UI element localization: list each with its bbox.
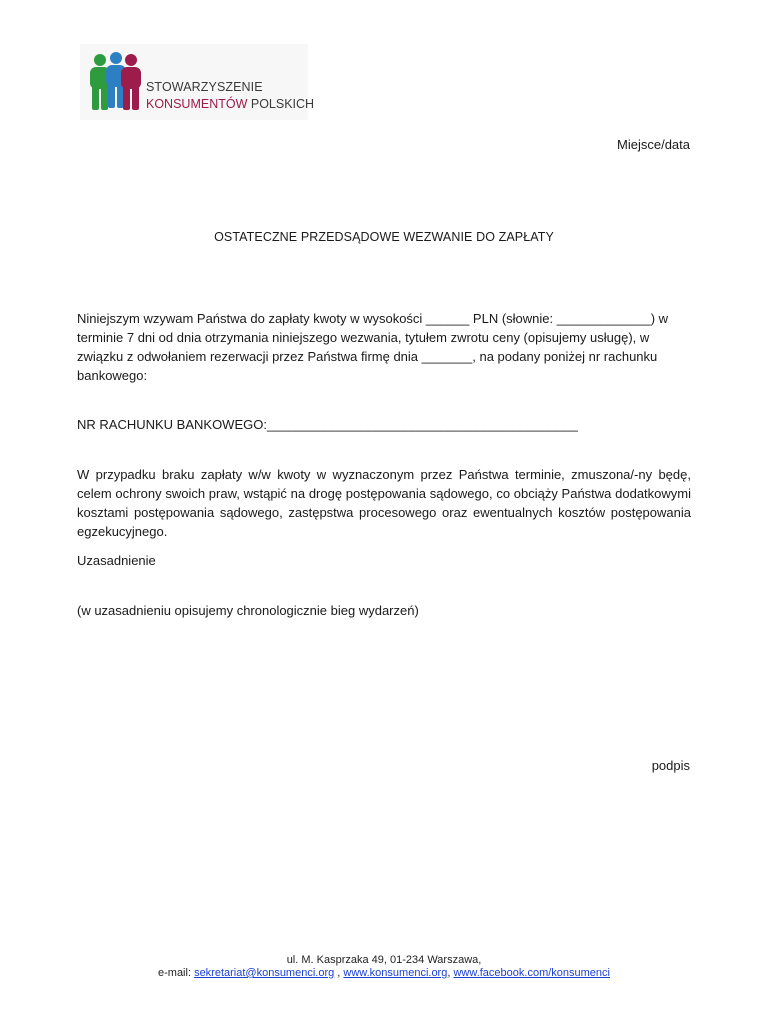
people-logo-icon [88, 52, 148, 114]
payment-demand-paragraph: Niniejszym wzywam Państwa do zapłaty kwoty w wysokości ______ PLN (słownie: _____________) w terminie 7 dni od dnia otrzymania niniejszego wezwania, tytułem zwrotu ceny (opisujemy usługę), w związku z odwołaniem rezerwacji przez Państwa firmę dnia _______, na podany poniżej nr rachunku bankowego: [77, 311, 669, 383]
place-date-field: Miejsce/data [617, 137, 690, 152]
footer-email-link[interactable]: sekretariat@konsumenci.org [194, 967, 335, 979]
justification-heading: Uzasadnienie [77, 553, 156, 568]
footer-separator: , [447, 967, 454, 979]
legal-consequence-paragraph: W przypadku braku zapłaty w/w kwoty w wyznaczonym przez Państwa terminie, zmuszona/-ny będę, celem ochrony swoich praw, wstąpić na drogę postępowania sądowego, co obciąży Państwa dodatkowymi kosztami postępowania sądowego, zastępstwa procesowego oraz ewentualnych kosztów postępowania egzekucyjnego. [77, 467, 691, 539]
logo-text-line1: STOWARZYSZENIE [146, 80, 263, 94]
justification-hint: (w uzasadnieniu opisujemy chronologicznie bieg wydarzeń) [77, 603, 419, 618]
footer-website-link[interactable]: www.konsumenci.org [343, 967, 448, 979]
footer-contacts [0, 967, 768, 980]
footer-facebook-link[interactable]: www.facebook.com/konsumenci [453, 967, 610, 979]
organization-logo [80, 44, 315, 120]
footer [0, 954, 768, 980]
logo-text-line2 [146, 97, 314, 111]
footer-separator: , [334, 967, 344, 979]
footer-address: ul. M. Kasprzaka 49, 01-234 Warszawa, [286, 954, 482, 966]
logo-text-accent: KONSUMENTÓW [146, 97, 248, 111]
signature-label: podpis [651, 758, 690, 773]
bank-account-line: NR RACHUNKU BANKOWEGO:___________________________________________ [77, 417, 578, 432]
logo-text-rest: POLSKICH [247, 97, 315, 111]
document-title: OSTATECZNE PRZEDSĄDOWE WEZWANIE DO ZAPŁATY [214, 230, 554, 244]
footer-email-label: e-mail: [158, 967, 195, 979]
